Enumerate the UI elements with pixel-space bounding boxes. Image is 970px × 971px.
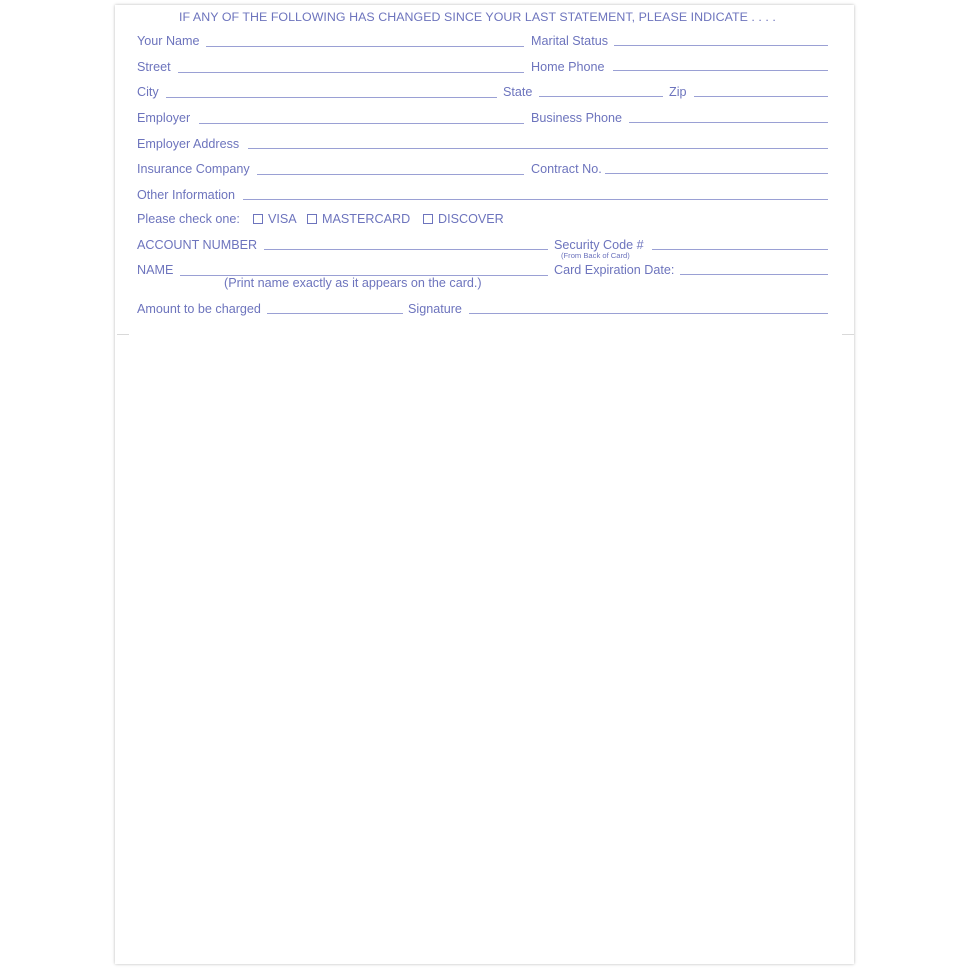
- home-phone-field[interactable]: [613, 70, 828, 71]
- street-field[interactable]: [178, 72, 524, 73]
- form-header: IF ANY OF THE FOLLOWING HAS CHANGED SINCE YOUR LAST STATEMENT, PLEASE INDICATE . . . .: [179, 10, 776, 24]
- perforation-mark-right: [842, 334, 854, 335]
- employer-address-field[interactable]: [248, 148, 828, 149]
- discover-option[interactable]: [423, 212, 504, 227]
- card-expiration-label: Card Expiration Date:: [554, 263, 675, 277]
- mastercard-option[interactable]: [307, 212, 410, 227]
- employer-label: Employer: [137, 111, 191, 125]
- employer-field[interactable]: [199, 123, 524, 124]
- discover-checkbox[interactable]: [423, 214, 433, 224]
- card-expiration-field[interactable]: [680, 274, 828, 275]
- zip-label: Zip: [669, 85, 687, 99]
- other-information-field[interactable]: [243, 199, 828, 200]
- business-phone-field[interactable]: [629, 122, 828, 123]
- visa-option-label: VISA: [268, 212, 297, 226]
- name-label: NAME: [137, 263, 174, 277]
- account-number-field[interactable]: [264, 249, 548, 250]
- marital-status-label: Marital Status: [531, 34, 608, 48]
- check-one-label: Please check one:: [137, 212, 240, 226]
- visa-checkbox[interactable]: [253, 214, 263, 224]
- state-label: State: [503, 85, 533, 99]
- zip-field[interactable]: [694, 96, 828, 97]
- home-phone-label: Home Phone: [531, 60, 605, 74]
- mastercard-checkbox[interactable]: [307, 214, 317, 224]
- security-code-label: Security Code #: [554, 238, 644, 252]
- security-code-field[interactable]: [652, 249, 828, 250]
- street-label: Street: [137, 60, 171, 74]
- employer-address-label: Employer Address: [137, 137, 240, 151]
- contract-no-label: Contract No.: [531, 162, 602, 176]
- state-field[interactable]: [539, 96, 663, 97]
- your-name-label: Your Name: [137, 34, 200, 48]
- city-label: City: [137, 85, 159, 99]
- print-name-note: (Print name exactly as it appears on the card.): [224, 276, 482, 290]
- insurance-company-label: Insurance Company: [137, 162, 250, 176]
- your-name-field[interactable]: [206, 46, 524, 47]
- discover-option-label: DISCOVER: [438, 212, 504, 226]
- business-phone-label: Business Phone: [531, 111, 623, 125]
- account-number-label: ACCOUNT NUMBER: [137, 238, 258, 252]
- amount-label: Amount to be charged: [137, 302, 261, 316]
- amount-field[interactable]: [267, 313, 403, 314]
- signature-label: Signature: [408, 302, 462, 316]
- security-code-note: (From Back of Card): [561, 251, 630, 260]
- city-field[interactable]: [166, 97, 497, 98]
- perforation-mark-left: [117, 334, 129, 335]
- contract-no-field[interactable]: [605, 173, 828, 174]
- insurance-company-field[interactable]: [257, 174, 524, 175]
- visa-option[interactable]: [253, 212, 297, 227]
- other-information-label: Other Information: [137, 188, 235, 202]
- marital-status-field[interactable]: [614, 45, 828, 46]
- mastercard-option-label: MASTERCARD: [322, 212, 411, 226]
- signature-field[interactable]: [469, 313, 828, 314]
